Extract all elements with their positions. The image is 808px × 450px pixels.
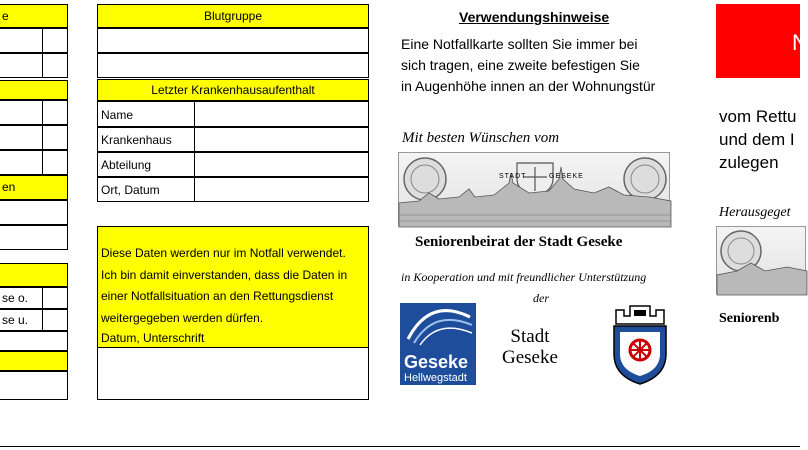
cooperation-line: der	[533, 291, 549, 305]
left-row-check	[42, 100, 68, 125]
left-row-label: se o.	[0, 287, 43, 309]
right-line: zulegen	[719, 153, 779, 172]
hospital-row-value	[194, 127, 369, 152]
hospital-row-value	[194, 152, 369, 177]
org-name: Seniorenbeirat der Stadt Geseke	[415, 234, 623, 250]
left-header-5	[0, 351, 68, 371]
left-row-check	[42, 53, 68, 78]
coat-of-arms-icon	[610, 304, 670, 386]
hospital-header: Letzter Krankenhausaufenthalt	[97, 79, 369, 101]
logo-brand: Geseke	[404, 352, 469, 372]
blood-group-field	[97, 53, 369, 78]
left-row	[0, 53, 43, 78]
left-field	[0, 331, 68, 351]
usage-line: sich tragen, eine zweite befestigen Sie	[401, 57, 640, 73]
logo-tagline: Hellwegstadt	[404, 372, 467, 384]
town-engraving-image-right	[716, 226, 806, 294]
left-row-check	[42, 309, 68, 331]
left-row-check	[42, 125, 68, 150]
publisher-label: Herausgeget	[719, 205, 791, 220]
left-row-label: se u.	[0, 309, 43, 331]
org-name-right: Seniorenb	[719, 311, 780, 326]
consent-line: Datum, Unterschrift	[101, 331, 205, 345]
left-row-check	[42, 150, 68, 175]
left-row	[0, 125, 43, 150]
left-field	[0, 225, 68, 250]
blood-group-field	[97, 28, 369, 53]
left-row-check	[42, 287, 68, 309]
left-header-3: en	[0, 175, 68, 200]
usage-title: Verwendungshinweise	[459, 9, 610, 25]
usage-line: in Augenhöhe innen an der Wohnungstür	[401, 78, 656, 94]
hospital-row-label: Name	[97, 101, 195, 127]
wishes-text: Mit besten Wünschen vom	[402, 130, 560, 146]
consent-line: Diese Daten werden nur im Notfall verwendet.	[101, 246, 346, 260]
engraving-label-geseke: GESEKE	[549, 173, 584, 180]
right-text	[719, 105, 796, 174]
bottom-rule	[0, 446, 800, 447]
left-row	[0, 150, 43, 175]
engraving-svg-right	[717, 227, 807, 295]
left-row	[0, 100, 43, 125]
red-title-box: N	[716, 4, 800, 78]
signature-field	[97, 348, 369, 400]
engraving-svg	[399, 153, 671, 227]
engraving-label-stadt: STADT	[499, 173, 527, 180]
left-row-check	[42, 28, 68, 53]
left-header-4	[0, 263, 68, 287]
left-field	[0, 371, 68, 400]
left-field	[0, 200, 68, 225]
stadt-geseke-text: Stadt Geseke	[502, 326, 558, 368]
right-line: vom Rettu	[719, 107, 797, 126]
hospital-row-label: Abteilung	[97, 152, 195, 177]
hospital-row-label: Krankenhaus	[97, 127, 195, 152]
usage-text	[401, 34, 711, 97]
hospital-row-value	[194, 177, 369, 202]
left-header-2	[0, 80, 68, 100]
blood-group-header: Blutgruppe	[97, 4, 369, 28]
hospital-row-label: Ort, Datum	[97, 177, 195, 202]
swoosh-icon	[400, 303, 476, 347]
consent-line: Ich bin damit einverstanden, dass die Daten in	[101, 267, 348, 282]
left-row	[0, 28, 43, 53]
usage-line: Eine Notfallkarte sollten Sie immer bei	[401, 36, 638, 52]
hospital-row-value	[194, 101, 369, 127]
consent-line: einer Notfallsituation an den Rettungsdienst	[101, 289, 334, 303]
left-header-1: e	[0, 4, 68, 28]
consent-line: weitergegeben werden dürfen.	[101, 310, 264, 325]
consent-box	[97, 226, 369, 348]
geseke-logo	[400, 303, 476, 385]
right-line: und dem I	[719, 130, 795, 149]
town-engraving-image	[398, 152, 670, 226]
cooperation-line: in Kooperation und mit freundlicher Unterstützung	[401, 270, 647, 284]
